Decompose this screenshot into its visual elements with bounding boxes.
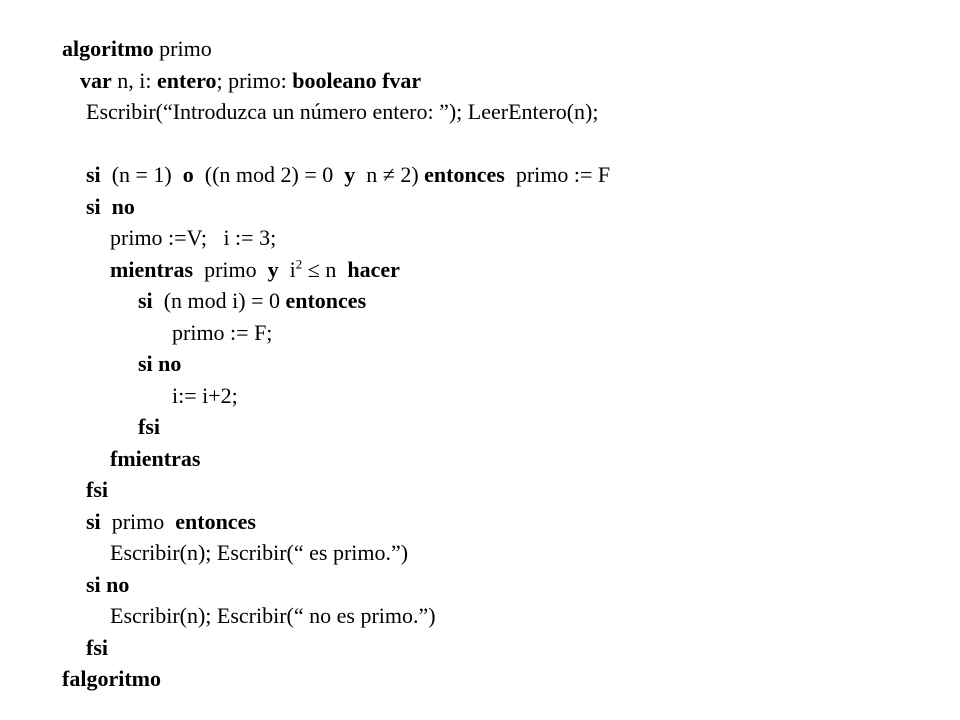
keyword: si bbox=[86, 508, 101, 534]
code-text: i bbox=[278, 256, 296, 282]
keyword: fsi bbox=[86, 634, 108, 660]
keyword: y bbox=[344, 162, 356, 187]
code-line bbox=[86, 194, 135, 220]
code-line bbox=[62, 666, 161, 692]
keyword: entero bbox=[157, 67, 217, 93]
code-line bbox=[138, 288, 366, 314]
keyword: entonces bbox=[285, 288, 367, 313]
keyword: y bbox=[267, 256, 279, 282]
code-line bbox=[110, 257, 400, 283]
code-text: ≤ n bbox=[302, 256, 348, 282]
superscript: 2 bbox=[295, 256, 303, 272]
keyword: booleano bbox=[292, 67, 377, 93]
code-line bbox=[62, 36, 212, 62]
code-line bbox=[110, 225, 276, 251]
code-line bbox=[138, 414, 160, 440]
code-line bbox=[86, 635, 108, 661]
keyword: falgoritmo bbox=[62, 666, 161, 691]
code-line bbox=[110, 603, 436, 629]
code-text: primo := F; bbox=[172, 319, 273, 345]
code-text: ; primo: bbox=[216, 67, 293, 93]
keyword: algoritmo bbox=[62, 36, 154, 61]
code-line bbox=[172, 383, 238, 409]
code-line bbox=[110, 446, 200, 472]
code-text: primo bbox=[193, 256, 268, 282]
keyword: si bbox=[86, 162, 101, 187]
code-text: i:= i+2; bbox=[172, 382, 238, 408]
keyword: entonces bbox=[175, 508, 256, 534]
code-text: n, i: bbox=[111, 67, 157, 93]
keyword: si no bbox=[86, 571, 130, 597]
keyword: fmientras bbox=[110, 445, 201, 471]
code-line bbox=[86, 509, 256, 535]
keyword: fsi bbox=[86, 477, 108, 502]
keyword: si bbox=[138, 288, 153, 313]
code-line bbox=[86, 477, 108, 503]
code-text: Escribir(n); Escribir(“ es primo.”) bbox=[110, 540, 409, 565]
code-text: primo := F bbox=[504, 162, 611, 187]
keyword: o bbox=[182, 162, 194, 187]
code-text: (n = 1) bbox=[100, 162, 183, 187]
keyword: hacer bbox=[347, 256, 400, 282]
code-line bbox=[110, 540, 408, 566]
code-line bbox=[138, 351, 181, 377]
code-text: primo bbox=[100, 508, 176, 534]
code-text: primo bbox=[153, 36, 212, 61]
code-text: primo :=V; i := 3; bbox=[110, 225, 277, 250]
keyword: si no bbox=[138, 351, 182, 376]
code-line bbox=[86, 572, 129, 598]
code-text: n ≠ 2) bbox=[355, 162, 425, 187]
keyword: entonces bbox=[424, 162, 505, 187]
keyword: fvar bbox=[382, 67, 422, 93]
code-line bbox=[172, 320, 272, 346]
code-text: ((n mod 2) = 0 bbox=[193, 162, 345, 187]
code-line bbox=[86, 162, 610, 188]
code-line bbox=[86, 99, 598, 125]
keyword: fsi bbox=[138, 414, 160, 439]
keyword: mientras bbox=[110, 256, 194, 282]
code-text: Escribir(n); Escribir(“ no es primo.”) bbox=[110, 603, 436, 628]
code-line bbox=[80, 68, 421, 94]
code-text: Escribir(“Introduzca un número entero: ”); LeerEntero(n); bbox=[86, 99, 599, 124]
keyword: var bbox=[80, 67, 112, 93]
keyword: si no bbox=[86, 193, 135, 219]
code-text: (n mod i) = 0 bbox=[152, 288, 286, 313]
